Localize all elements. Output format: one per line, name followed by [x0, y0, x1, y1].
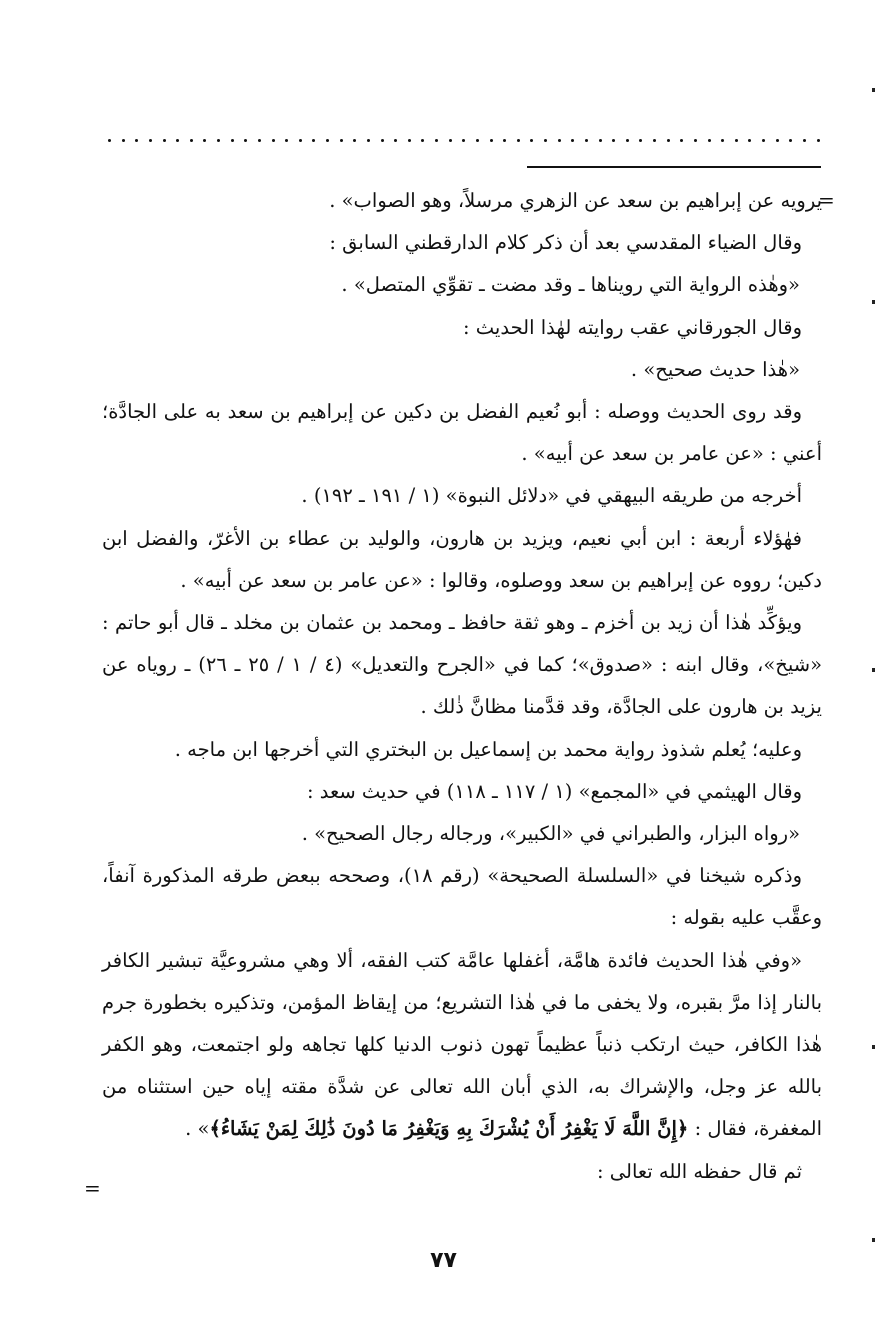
paragraph-3: وقال الجورقاني عقب روايته لهٰذا الحديث :	[463, 315, 802, 339]
quote-2: «هٰذا حديث صحيح» .	[630, 357, 800, 381]
quote-3: «رواه البزار، والطبراني في «الكبير»، ورجاله رجال الصحيح» .	[301, 822, 800, 846]
edge-mark	[872, 1045, 875, 1049]
paragraph-9: وقال الهيثمي في «المجمع» (١ / ١١٧ ـ ١١٨) في حديث سعد :	[306, 779, 802, 803]
top-dotted-rule	[108, 130, 820, 150]
footnote-continuation-mark: =	[84, 1176, 101, 1200]
page-body	[102, 180, 822, 1193]
continuation-mark: =	[818, 188, 835, 212]
quote-4-text: «وفي هٰذا الحديث فائدة هامَّة، أغفلها عامَّة كتب الفقه، ألا وهي مشروعيَّة تبشير الكافر بالنار إذا مرَّ بقبره، ولا يخفى ما في هٰذا التشريع؛ من إيقاظ المؤمن، وتذكيره بخطورة جرم هٰذا الكافر، حيث ارتكب ذنباً عظيماً تهون ذنوب الدنيا كلها تجاهه ولو اجتمعت، وهو الكفر بالله عز وجل، والإشراك به، الذي أبان الله تعالى عن شدَّة مقته إياه حين استثناه من المغفرة، فقال :	[102, 948, 822, 1141]
edge-mark	[872, 668, 875, 672]
edge-mark	[872, 88, 875, 92]
quran-verse: ﴿إِنَّ اللَّهَ لَا يَغْفِرُ أَنْ يُشْرَكَ بِهِ وَيَغْفِرُ مَا دُونَ ذَٰلِكَ لِمَنْ يَشَاءُ﴾	[209, 1117, 689, 1141]
paragraph-2: وقال الضياء المقدسي بعد أن ذكر كلام الدارقطني السابق :	[329, 231, 802, 255]
paragraph-12: ثم قال حفظه الله تعالى :	[596, 1159, 802, 1183]
quote-4-close: » .	[185, 1117, 210, 1141]
paragraph-11	[102, 940, 822, 1151]
quote-1: «وهٰذه الرواية التي رويناها ـ وقد مضت ـ تقوِّي المتصل» .	[341, 273, 800, 297]
paragraph-8: وعليه؛ يُعلم شذوذ رواية محمد بن إسماعيل بن البختري التي أخرجها ابن ماجه .	[174, 737, 802, 761]
header-rule	[527, 166, 821, 168]
paragraph-6: فهٰؤلاء أربعة : ابن أبي نعيم، ويزيد بن هارون، والوليد بن عطاء بن الأغرّ، والفضل ابن دكين؛ رووه عن إبراهيم بن سعد ووصلوه، وقالوا : «عن عامر بن سعد عن أبيه» .	[102, 526, 822, 592]
edge-mark	[872, 300, 875, 304]
paragraph-10: وذكره شيخنا في «السلسلة الصحيحة» (رقم ١٨)، وصححه ببعض طرقه المذكورة آنفاً، وعقَّب عليه بقوله :	[102, 864, 822, 930]
paragraph-7: ويؤكِّد هٰذا أن زيد بن أخزم ـ وهو ثقة حافظ ـ ومحمد بن عثمان بن مخلد ـ قال أبو حاتم : «شيخ»، وقال ابنه : «صدوق»؛ كما في «الجرح والتعديل» (٤ / ١ / ٢٥ ـ ٢٦) ـ روياه عن يزيد بن هارون على الجادَّة، وقد قدَّمنا مظانَّ ذٰلك .	[102, 611, 822, 719]
edge-mark	[872, 1238, 875, 1242]
paragraph-1: يرويه عن إبراهيم بن سعد عن الزهري مرسلاً، وهو الصواب» .	[329, 189, 822, 212]
paragraph-5: أخرجه من طريقه البيهقي في «دلائل النبوة» (١ / ١٩١ ـ ١٩٢) .	[301, 484, 802, 508]
page-number: ٧٧	[430, 1248, 457, 1273]
paragraph-4: وقد روى الحديث ووصله : أبو نُعيم الفضل بن دكين عن إبراهيم بن سعد به على الجادَّة؛ أعني : «عن عامر بن سعد عن أبيه» .	[102, 400, 822, 466]
